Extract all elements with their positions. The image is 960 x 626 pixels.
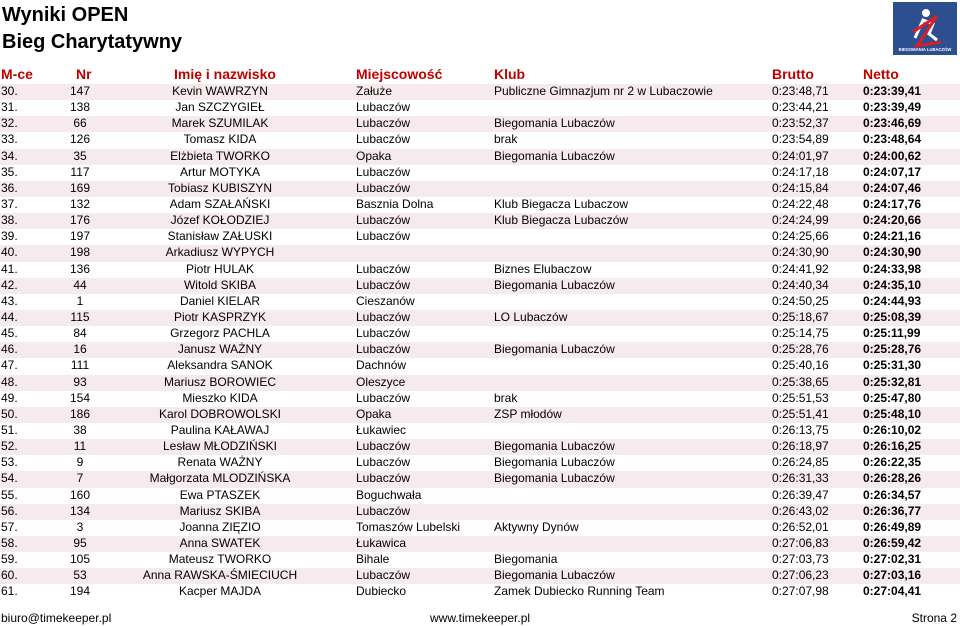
table-row <box>0 358 960 374</box>
cell-netto: 0:24:00,62 <box>863 148 922 163</box>
table-row <box>0 278 960 294</box>
column-header-name: Imię i nazwisko <box>174 66 276 82</box>
table-row <box>0 84 960 100</box>
cell-nr: 115 <box>70 309 90 324</box>
cell-brutto: 0:24:30,90 <box>772 245 829 260</box>
cell-nr: 44 <box>73 277 87 292</box>
cell-name: Karol DOBROWOLSKI <box>158 406 282 421</box>
cell-brutto: 0:25:28,76 <box>772 342 829 357</box>
cell-city: Lubaczów <box>356 164 411 179</box>
cell-netto: 0:26:59,42 <box>863 535 922 550</box>
cell-brutto: 0:27:06,23 <box>772 568 829 583</box>
cell-brutto: 0:26:24,85 <box>772 455 829 470</box>
cell-name: Daniel KIELAR <box>179 293 261 308</box>
cell-netto: 0:26:16,25 <box>863 439 922 454</box>
cell-city: Łukawica <box>356 535 407 550</box>
table-row <box>0 229 960 245</box>
cell-place: 57. <box>1 519 18 534</box>
cell-brutto: 0:24:24,99 <box>772 213 829 228</box>
cell-nr: 169 <box>69 180 91 195</box>
cell-club: Biegomania Lubaczów <box>494 471 615 486</box>
cell-city: Lubaczów <box>356 390 411 405</box>
cell-club: brak <box>494 132 518 147</box>
cell-brutto: 0:24:40,34 <box>772 277 829 292</box>
biegomania-logo-icon <box>893 2 957 55</box>
cell-place: 50. <box>1 406 18 421</box>
cell-city: Dachnów <box>356 358 407 373</box>
cell-brutto: 0:23:48,71 <box>772 84 829 98</box>
cell-place: 51. <box>1 422 18 437</box>
cell-place: 49. <box>1 390 18 405</box>
table-row <box>0 197 960 213</box>
cell-place: 55. <box>1 487 18 502</box>
cell-netto: 0:23:48,64 <box>863 132 922 147</box>
cell-nr: 9 <box>76 455 84 470</box>
cell-nr: 117 <box>70 164 90 179</box>
cell-netto: 0:24:07,46 <box>863 180 922 195</box>
cell-netto: 0:24:21,16 <box>863 229 922 244</box>
cell-name: Stanisław ZAŁUSKI <box>167 229 273 244</box>
cell-nr: 111 <box>70 358 90 373</box>
cell-brutto: 0:25:51,53 <box>772 390 829 405</box>
cell-nr: 16 <box>73 342 87 357</box>
cell-nr: 35 <box>73 148 87 163</box>
cell-city: Lubaczów <box>356 100 411 115</box>
cell-city: Lubaczów <box>356 503 411 518</box>
cell-name: Lesław MŁODZIŃSKI <box>162 439 278 454</box>
cell-city: Dubiecko <box>356 584 407 599</box>
cell-nr: 11 <box>73 439 87 454</box>
cell-brutto: 0:26:13,75 <box>772 422 829 437</box>
cell-city: Lubaczów <box>356 455 411 470</box>
cell-netto: 0:26:49,89 <box>863 519 922 534</box>
cell-netto: 0:25:11,99 <box>863 326 921 341</box>
cell-name: Marek SZUMILAK <box>171 116 269 131</box>
cell-place: 37. <box>1 196 18 211</box>
footer-email[interactable]: biuro@timekeeper.pl <box>1 611 112 625</box>
cell-name: Janusz WAŻNY <box>177 342 263 357</box>
cell-name: Mariusz BOROWIEC <box>163 374 276 389</box>
cell-nr: 198 <box>69 245 91 260</box>
table-row <box>0 391 960 407</box>
cell-brutto: 0:27:03,73 <box>772 552 829 567</box>
cell-place: 30. <box>1 84 18 98</box>
cell-name: Kacper MAJDA <box>178 584 262 599</box>
cell-club: LO Lubaczów <box>494 309 568 324</box>
table-row <box>0 423 960 439</box>
cell-city: Lubaczów <box>356 326 411 341</box>
cell-club: Biegomania Lubaczów <box>494 568 615 583</box>
cell-city: Lubaczów <box>356 229 411 244</box>
cell-nr: 7 <box>76 471 84 486</box>
cell-netto: 0:25:08,39 <box>863 309 922 324</box>
cell-place: 61. <box>1 584 18 599</box>
cell-name: Tobiasz KUBISZYN <box>167 180 273 195</box>
cell-netto: 0:24:35,10 <box>863 277 922 292</box>
cell-place: 59. <box>1 552 18 567</box>
cell-brutto: 0:25:40,16 <box>772 358 829 373</box>
cell-brutto: 0:25:38,65 <box>772 374 829 389</box>
cell-brutto: 0:25:18,67 <box>772 309 829 324</box>
table-row <box>0 116 960 132</box>
cell-netto: 0:25:47,80 <box>863 390 922 405</box>
cell-brutto: 0:24:22,48 <box>772 196 829 211</box>
cell-nr: 38 <box>73 422 87 437</box>
logo-text: BIEGOMANIA LUBACZÓW <box>898 47 952 52</box>
cell-club: Biegomania <box>494 552 558 567</box>
cell-club: Biegomania Lubaczów <box>494 439 615 454</box>
cell-nr: 126 <box>69 132 91 147</box>
cell-netto: 0:27:03,16 <box>863 568 922 583</box>
table-row <box>0 262 960 278</box>
cell-name: Kevin WAWRZYN <box>172 84 268 98</box>
cell-nr: 194 <box>69 584 91 599</box>
table-row <box>0 149 960 165</box>
table-row <box>0 245 960 261</box>
cell-netto: 0:26:22,35 <box>863 455 922 470</box>
cell-name: Piotr KASPRZYK <box>173 309 267 324</box>
cell-club: brak <box>494 390 518 405</box>
cell-brutto: 0:23:54,89 <box>772 132 829 147</box>
cell-name: Ewa PTASZEK <box>179 487 261 502</box>
cell-brutto: 0:24:15,84 <box>772 180 829 195</box>
cell-nr: 176 <box>69 213 91 228</box>
cell-name: Anna RAWSKA-ŚMIECIUCH <box>142 568 298 583</box>
biegomania-logo <box>893 2 957 55</box>
footer-page-number: Strona 2 <box>911 611 957 625</box>
cell-nr: 136 <box>69 261 91 276</box>
cell-brutto: 0:24:50,25 <box>772 293 829 308</box>
cell-brutto: 0:26:52,01 <box>772 519 829 534</box>
cell-place: 53. <box>1 455 18 470</box>
cell-place: 41. <box>1 261 18 276</box>
cell-place: 44. <box>1 309 18 324</box>
cell-city: Opaka <box>356 406 392 421</box>
cell-city: Cieszanów <box>356 293 415 308</box>
cell-city: Boguchwała <box>356 487 422 502</box>
cell-nr: 132 <box>69 196 91 211</box>
table-row <box>0 552 960 568</box>
cell-nr: 147 <box>69 84 91 98</box>
table-row <box>0 568 960 584</box>
cell-netto: 0:23:46,69 <box>863 116 922 131</box>
table-row <box>0 213 960 229</box>
cell-name: Grzegorz PACHLA <box>170 326 270 341</box>
cell-brutto: 0:24:25,66 <box>772 229 829 244</box>
cell-city: Bihale <box>356 552 390 567</box>
cell-brutto: 0:25:51,41 <box>772 406 829 421</box>
table-row <box>0 488 960 504</box>
cell-nr: 160 <box>69 487 91 502</box>
cell-netto: 0:24:44,93 <box>863 293 922 308</box>
cell-name: Joanna ZIĘZIO <box>179 519 261 534</box>
cell-name: Adam SZAŁAŃSKI <box>169 196 271 211</box>
cell-netto: 0:24:20,66 <box>863 213 922 228</box>
cell-netto: 0:26:10,02 <box>863 422 922 437</box>
cell-city: Lubaczów <box>356 180 411 195</box>
cell-name: Artur MOTYKA <box>179 164 260 179</box>
cell-brutto: 0:23:52,37 <box>772 116 829 131</box>
cell-city: Lubaczów <box>356 116 411 131</box>
cell-name: Renata WAŻNY <box>177 455 263 470</box>
cell-city: Lubaczów <box>356 261 411 276</box>
cell-name: Mariusz SKIBA <box>179 503 261 518</box>
table-row <box>0 439 960 455</box>
cell-city: Opaka <box>356 148 392 163</box>
cell-club: Biznes Elubaczow <box>494 261 592 276</box>
cell-club: Biegomania Lubaczów <box>494 148 615 163</box>
cell-netto: 0:26:28,26 <box>863 471 922 486</box>
cell-city: Lubaczów <box>356 568 411 583</box>
cell-nr: 186 <box>69 406 91 421</box>
cell-name: Mieszko KIDA <box>182 390 258 405</box>
cell-place: 56. <box>1 503 18 518</box>
cell-brutto: 0:25:14,75 <box>772 326 829 341</box>
cell-nr: 134 <box>69 503 91 518</box>
cell-netto: 0:23:39,49 <box>863 100 922 115</box>
cell-club: Publiczne Gimnazjum nr 2 w Lubaczowie <box>494 84 713 98</box>
cell-city: Lubaczów <box>356 132 411 147</box>
page-subtitle: Bieg Charytatywny <box>2 31 183 53</box>
cell-place: 60. <box>1 568 18 583</box>
cell-name: Tomasz KIDA <box>183 132 257 147</box>
cell-name: Elżbieta TWORKO <box>170 148 270 163</box>
cell-place: 31. <box>1 100 18 115</box>
cell-city: Tomaszów Lubelski <box>356 519 461 534</box>
column-header-netto: Netto <box>863 66 899 82</box>
cell-place: 39. <box>1 229 18 244</box>
cell-club: Biegomania Lubaczów <box>494 116 615 131</box>
table-row <box>0 471 960 487</box>
table-row <box>0 294 960 310</box>
cell-place: 46. <box>1 342 18 357</box>
cell-name: Jan SZCZYGIEŁ <box>175 100 265 115</box>
cell-place: 33. <box>1 132 18 147</box>
cell-club: Zamek Dubiecko Running Team <box>494 584 665 599</box>
cell-place: 32. <box>1 116 18 131</box>
page-title: Wyniki OPEN <box>2 4 129 26</box>
table-row <box>0 100 960 116</box>
cell-brutto: 0:24:41,92 <box>772 261 829 276</box>
cell-netto: 0:25:48,10 <box>863 406 922 421</box>
cell-nr: 84 <box>73 326 87 341</box>
table-row <box>0 407 960 423</box>
column-header-nr: Nr <box>76 66 92 82</box>
table-row <box>0 520 960 536</box>
cell-city: Załuże <box>356 84 393 98</box>
cell-brutto: 0:23:44,21 <box>772 100 829 115</box>
cell-nr: 3 <box>76 519 84 534</box>
cell-club: Biegomania Lubaczów <box>494 342 615 357</box>
cell-city: Lubaczów <box>356 213 411 228</box>
cell-club: Biegomania Lubaczów <box>494 277 615 292</box>
table-row <box>0 584 960 600</box>
cell-place: 45. <box>1 326 18 341</box>
cell-club: Klub Biegacza Lubaczow <box>494 196 629 211</box>
cell-nr: 105 <box>69 552 91 567</box>
cell-name: Aleksandra SANOK <box>167 358 273 373</box>
cell-name: Małgorzata MLODZIŃSKA <box>149 471 291 486</box>
cell-brutto: 0:26:39,47 <box>772 487 829 502</box>
cell-netto: 0:27:02,31 <box>863 552 922 567</box>
cell-place: 52. <box>1 439 18 454</box>
footer-website[interactable]: www.timekeeper.pl <box>430 611 531 625</box>
column-header-club: Klub <box>494 66 526 82</box>
cell-netto: 0:23:39,41 <box>863 84 922 98</box>
cell-nr: 138 <box>69 100 91 115</box>
cell-nr: 154 <box>69 390 91 405</box>
cell-city: Lubaczów <box>356 342 411 357</box>
cell-brutto: 0:26:43,02 <box>772 503 829 518</box>
cell-brutto: 0:24:01,97 <box>772 148 829 163</box>
cell-place: 47. <box>1 358 18 373</box>
table-row <box>0 310 960 326</box>
cell-place: 58. <box>1 535 18 550</box>
cell-city: Basznia Dolna <box>356 196 434 211</box>
cell-name: Paulina KAŁAWAJ <box>170 422 270 437</box>
cell-place: 34. <box>1 148 18 163</box>
cell-nr: 53 <box>73 568 87 583</box>
column-header-brutto: Brutto <box>772 66 814 82</box>
cell-brutto: 0:27:06,83 <box>772 535 829 550</box>
cell-place: 48. <box>1 374 18 389</box>
cell-name: Józef KOŁODZIEJ <box>170 213 270 228</box>
table-row <box>0 455 960 471</box>
cell-netto: 0:24:30,90 <box>863 245 922 260</box>
cell-brutto: 0:24:17,18 <box>772 164 829 179</box>
column-header-place: M-ce <box>1 66 33 82</box>
cell-city: Lubaczów <box>356 471 411 486</box>
cell-nr: 93 <box>73 374 87 389</box>
table-header <box>0 66 960 82</box>
table-row <box>0 504 960 520</box>
table-row <box>0 342 960 358</box>
table-row <box>0 375 960 391</box>
cell-netto: 0:26:34,57 <box>863 487 922 502</box>
cell-brutto: 0:26:18,97 <box>772 439 829 454</box>
table-row <box>0 536 960 552</box>
cell-club: ZSP młodów <box>494 406 562 421</box>
cell-place: 42. <box>1 277 18 292</box>
cell-place: 43. <box>1 293 18 308</box>
cell-place: 40. <box>1 245 18 260</box>
cell-city: Lubaczów <box>356 277 411 292</box>
cell-place: 38. <box>1 213 18 228</box>
cell-netto: 0:24:33,98 <box>863 261 922 276</box>
cell-netto: 0:26:36,77 <box>863 503 922 518</box>
cell-club: Klub Biegacza Lubaczów <box>494 213 629 228</box>
cell-place: 54. <box>1 471 18 486</box>
cell-brutto: 0:26:31,33 <box>772 471 829 486</box>
cell-city: Łukawiec <box>356 422 407 437</box>
cell-name: Anna SWATEK <box>179 535 261 550</box>
cell-nr: 1 <box>76 293 84 308</box>
table-row <box>0 326 960 342</box>
cell-city: Oleszyce <box>356 374 406 389</box>
table-row <box>0 165 960 181</box>
cell-brutto: 0:27:07,98 <box>772 584 829 599</box>
cell-netto: 0:27:04,41 <box>863 584 922 599</box>
cell-nr: 95 <box>73 535 87 550</box>
cell-netto: 0:25:32,81 <box>863 374 922 389</box>
cell-nr: 197 <box>69 229 91 244</box>
cell-netto: 0:24:07,17 <box>863 164 922 179</box>
table-row <box>0 181 960 197</box>
cell-name: Arkadiusz WYPYCH <box>165 245 275 260</box>
cell-club: Biegomania Lubaczów <box>494 455 615 470</box>
cell-name: Witold SKIBA <box>183 277 257 292</box>
cell-nr: 66 <box>73 116 87 131</box>
cell-club: Aktywny Dynów <box>494 519 579 534</box>
cell-netto: 0:25:28,76 <box>863 342 922 357</box>
cell-city: Lubaczów <box>356 309 411 324</box>
cell-name: Piotr HULAK <box>185 261 255 276</box>
cell-name: Mateusz TWORKO <box>168 552 272 567</box>
cell-place: 36. <box>1 180 18 195</box>
table-row <box>0 132 960 148</box>
cell-netto: 0:24:17,76 <box>863 196 922 211</box>
column-header-city: Miejscowość <box>356 66 443 82</box>
results-table <box>0 84 960 601</box>
cell-city: Lubaczów <box>356 439 411 454</box>
cell-place: 35. <box>1 164 18 179</box>
cell-netto: 0:25:31,30 <box>863 358 922 373</box>
